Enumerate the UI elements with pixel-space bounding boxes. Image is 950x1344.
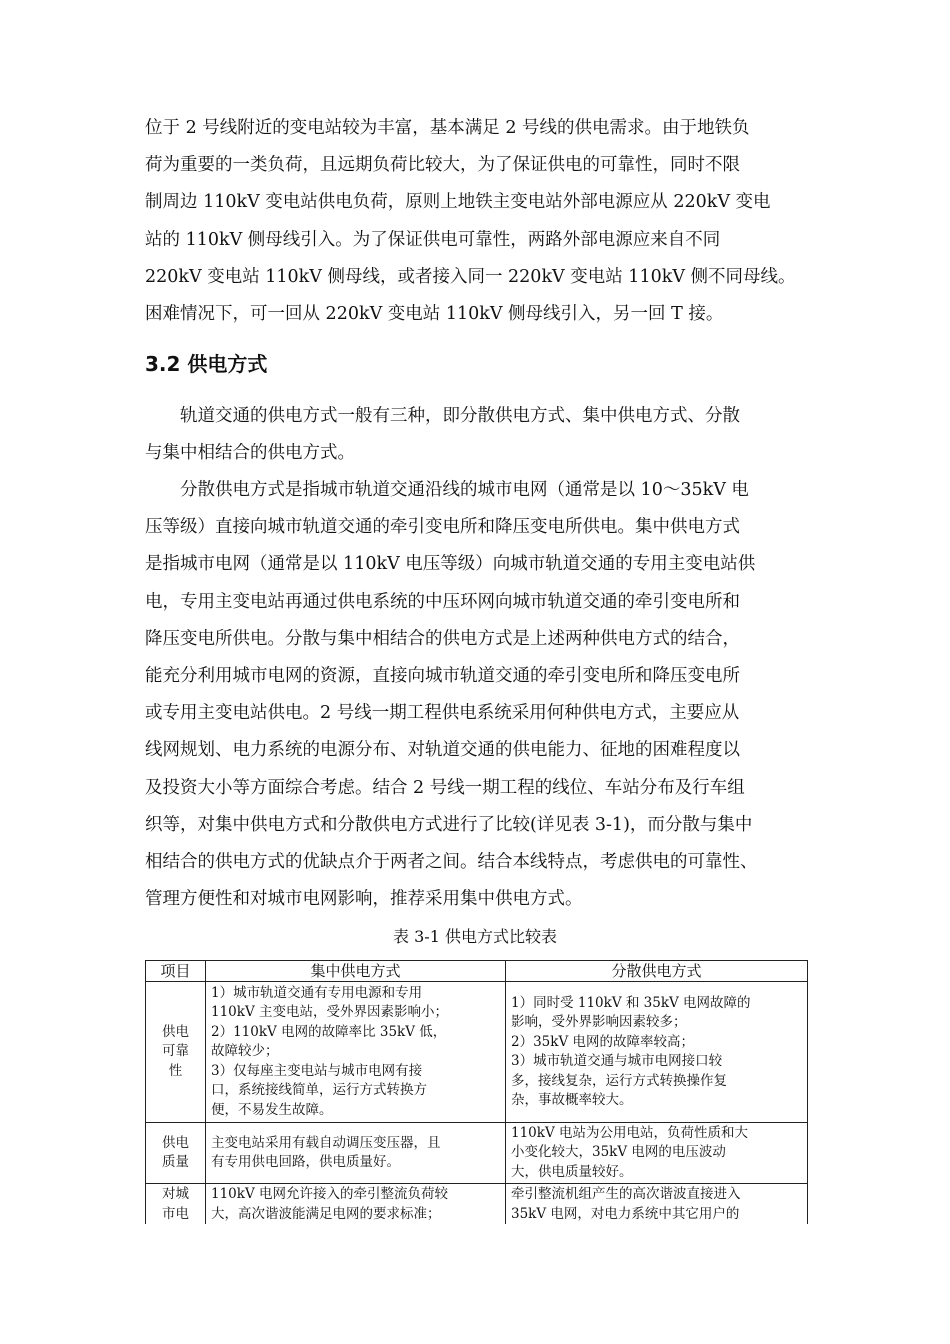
cell-line: 多，接线复杂，运行方式转换操作复 <box>511 1072 727 1089</box>
text-line: 管理方便性和对城市电网影响，推荐采用集中供电方式。 <box>145 889 583 910</box>
table-row <box>146 982 808 1123</box>
row-label <box>146 1184 206 1226</box>
text-line: 荷为重要的一类负荷，且远期负荷比较大，为了保证供电的可靠性，同时不限 <box>145 155 740 176</box>
cell-central <box>206 982 506 1123</box>
cell-line: 可靠 <box>162 1043 189 1060</box>
cell-line: 2）110kV 电网的故障率比 35kV 低， <box>211 1023 447 1040</box>
cell-line: 供电 <box>162 1023 189 1040</box>
cell-line: 口，系统接线简单，运行方式转换方 <box>211 1082 427 1099</box>
text-line: 困难情况下，可一回从 220kV 变电站 110kV 侧母线引入，另一回 T 接。 <box>145 303 724 324</box>
text-line: 线网规划、电力系统的电源分布、对轨道交通的供电能力、征地的困难程度以 <box>145 740 740 761</box>
cell-line: 110kV 主变电站，受外界因素影响小； <box>211 1004 448 1021</box>
row-label <box>146 1123 206 1184</box>
text-line: 能充分利用城市电网的资源，直接向城市轨道交通的牵引变电所和降压变电所 <box>145 665 740 686</box>
text-line: 及投资大小等方面综合考虑。结合 2 号线一期工程的线位、车站分布及行车组 <box>145 777 745 798</box>
cell-distributed <box>506 1184 808 1226</box>
table-caption: 表 3-1 供电方式比较表 <box>393 927 557 946</box>
table-header-row <box>146 961 808 982</box>
cell-line: 主变电站采用有载自动调压变压器，且 <box>211 1134 441 1151</box>
cell-line: 110kV 电站为公用电站，负荷性质和大 <box>511 1124 748 1141</box>
cell-line: 对城 <box>162 1186 189 1202</box>
text-line: 电，专用主变电站再通过供电系统的中压环网向城市轨道交通的牵引变电所和 <box>145 591 740 612</box>
cell-line: 大，高次谐波能满足电网的要求标准； <box>211 1205 441 1222</box>
cell-line: 35kV 电网，对电力系统中其它用户的 <box>511 1205 740 1222</box>
cell-line: 2）35kV 电网的故障率较高； <box>511 1033 694 1050</box>
text-line: 降压变电所供电。分散与集中相结合的供电方式是上述两种供电方式的结合， <box>145 628 740 649</box>
text-line: 压等级）直接向城市轨道交通的牵引变电所和降压变电所供电。集中供电方式 <box>145 517 740 538</box>
text-line: 220kV 变电站 110kV 侧母线，或者接入同一 220kV 变电站 110kV 侧不同母线。 <box>145 266 796 287</box>
cell-line: 供电 <box>162 1134 189 1151</box>
section-heading: 3.2 供电方式 <box>145 352 268 376</box>
text-line: 制周边 110kV 变电站供电负荷，原则上地铁主变电站外部电源应从 220kV 变电 <box>145 192 771 213</box>
header-item: 项目 <box>146 961 206 982</box>
cell-line: 市电 <box>162 1205 189 1222</box>
paragraph-comparison <box>145 472 805 918</box>
text-line: 或专用主变电站供电。2 号线一期工程供电系统采用何种供电方式，主要应从 <box>145 703 740 724</box>
cell-central <box>206 1184 506 1226</box>
page-bottom-margin <box>0 1224 950 1344</box>
text-line: 织等，对集中供电方式和分散供电方式进行了比较(详见表 3-1)，而分散与集中 <box>145 814 753 835</box>
paragraph-intro <box>145 398 805 472</box>
cell-line: 小变化较大，35kV 电网的电压波动 <box>511 1144 726 1161</box>
cell-line: 有专用供电回路，供电质量好。 <box>211 1154 400 1170</box>
text-line: 轨道交通的供电方式一般有三种，即分散供电方式、集中供电方式、分散 <box>180 406 740 426</box>
table-row <box>146 1123 808 1184</box>
header-distributed: 分散供电方式 <box>506 961 808 982</box>
cell-line: 便，不易发生故障。 <box>211 1101 333 1118</box>
cell-distributed <box>506 982 808 1123</box>
header-central: 集中供电方式 <box>206 961 506 982</box>
cell-line: 110kV 电网允许接入的牵引整流负荷较 <box>211 1186 448 1202</box>
cell-line: 3）仅每座主变电站与城市电网有接 <box>211 1062 423 1079</box>
cell-line: 大，供电质量较好。 <box>511 1163 633 1180</box>
cell-central <box>206 1123 506 1184</box>
text-line: 分散供电方式是指城市轨道交通沿线的城市电网（通常是以 10～35kV 电 <box>180 480 749 500</box>
cell-line: 1）城市轨道交通有专用电源和专用 <box>211 984 423 1001</box>
cell-line: 牵引整流机组产生的高次谐波直接进入 <box>511 1186 741 1202</box>
text-line: 与集中相结合的供电方式。 <box>145 443 355 464</box>
text-line: 是指城市电网（通常是以 110kV 电压等级）向城市轨道交通的专用主变电站供 <box>145 554 756 575</box>
cell-line: 故障较少； <box>211 1043 279 1060</box>
cell-line: 影响，受外界影响因素较多； <box>511 1014 687 1030</box>
cell-line: 质量 <box>162 1154 189 1170</box>
row-label <box>146 982 206 1123</box>
paragraph-power-source <box>145 110 805 333</box>
cell-line: 1）同时受 110kV 和 35kV 电网故障的 <box>511 994 751 1011</box>
cell-line: 3）城市轨道交通与城市电网接口较 <box>511 1053 723 1069</box>
table-row <box>146 1184 808 1226</box>
text-line: 站的 110kV 侧母线引入。为了保证供电可靠性，两路外部电源应来自不同 <box>145 229 721 250</box>
text-line: 相结合的供电方式的优缺点介于两者之间。结合本线特点，考虑供电的可靠性、 <box>145 851 758 872</box>
cell-distributed <box>506 1123 808 1184</box>
comparison-table <box>145 960 808 1226</box>
cell-line: 杂，事故概率较大。 <box>511 1092 633 1108</box>
cell-line: 性 <box>168 1062 183 1079</box>
text-line: 位于 2 号线附近的变电站较为丰富，基本满足 2 号线的供电需求。由于地铁负 <box>145 118 750 138</box>
